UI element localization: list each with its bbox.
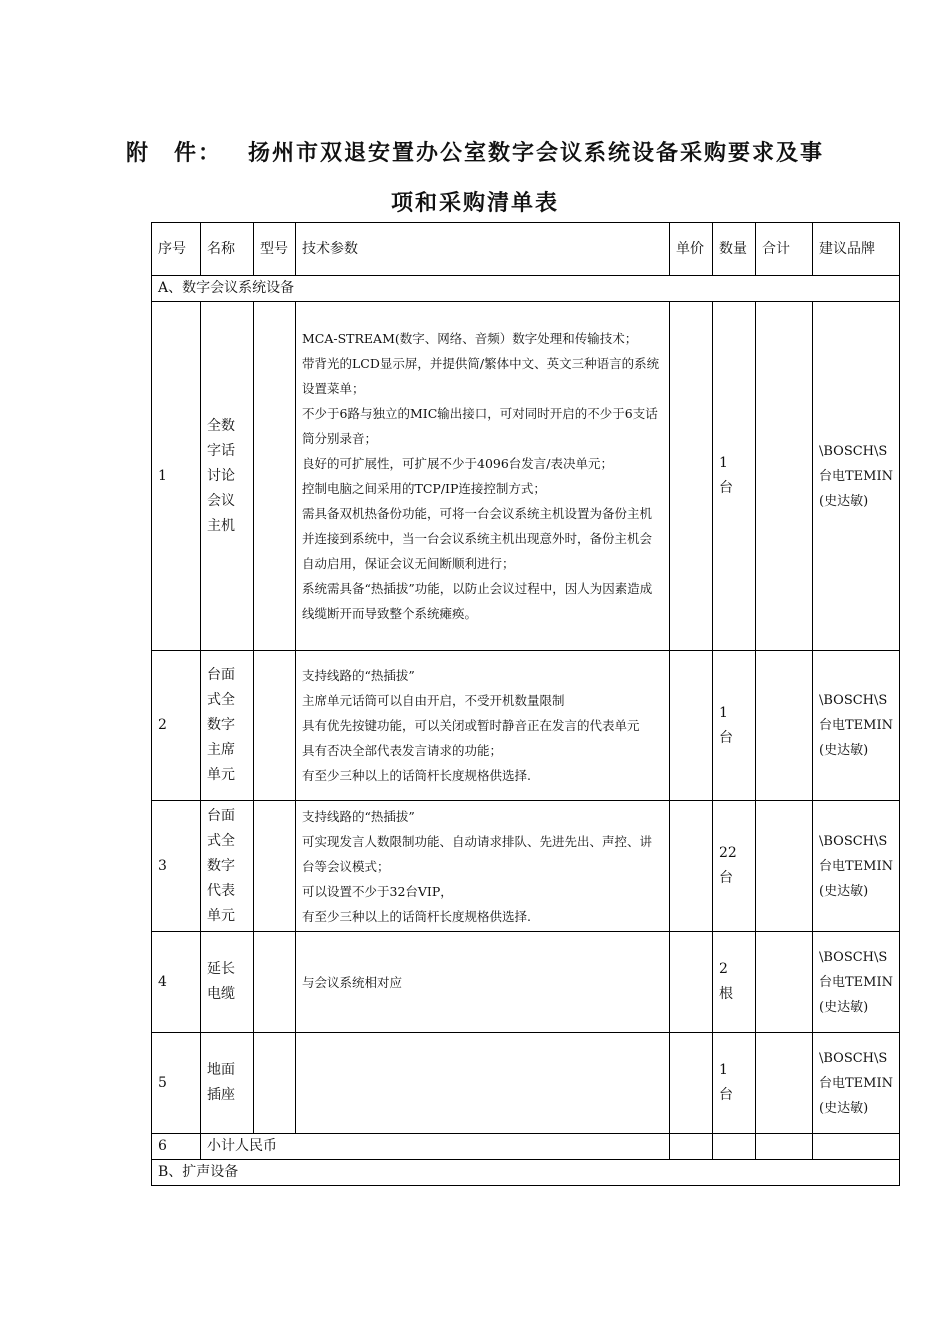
- row-spec: [296, 801, 670, 932]
- procurement-table: [151, 222, 900, 1186]
- row-qty: [713, 302, 756, 651]
- row-no: [152, 651, 201, 801]
- spec-line: 系统需具备“热插拔”功能，以防止会议过程中，因人为因素造成线缆断开而导致整个系统瘫痪。: [302, 581, 653, 621]
- row-brand: [813, 651, 900, 801]
- row-no: [152, 932, 201, 1033]
- section-row-b: [152, 1160, 900, 1186]
- row-name-text: 地面插座: [207, 1062, 235, 1103]
- spec-line: 带背光的LCD显示屏，并提供简/繁体中文、英文三种语言的系统设置菜单；: [302, 356, 660, 396]
- subtotal-row: [152, 1134, 900, 1160]
- row-name-text: 全数字话讨论会议主机: [207, 417, 235, 534]
- header-qty: 数量: [713, 223, 756, 276]
- header-spec: 技术参数: [296, 223, 670, 276]
- subtotal-unit-price: [670, 1134, 713, 1160]
- spec-line: 具有优先按键功能，可以关闭或暂时静音正在发言的代表单元: [302, 718, 640, 733]
- row-brand: [813, 1033, 900, 1134]
- section-row-a: [152, 276, 900, 302]
- row-name: [201, 651, 254, 801]
- row-qty-text: 1台: [719, 1062, 733, 1103]
- row-no-text: 2: [158, 717, 167, 733]
- table-row: [152, 651, 900, 801]
- row-name-text: 台面式全数字代表单元: [207, 807, 235, 924]
- row-qty: [713, 651, 756, 801]
- row-spec: [296, 651, 670, 801]
- row-spec: [296, 932, 670, 1033]
- header-model: 型号: [254, 223, 296, 276]
- spec-line: 与会议系统相对应: [302, 974, 403, 990]
- subtotal-label: 小计人民币: [201, 1134, 670, 1160]
- spec-line: 主席单元话筒可以自由开启，不受开机数量限制: [302, 693, 565, 708]
- row-name: [201, 932, 254, 1033]
- row-unit-price: [670, 801, 713, 932]
- row-model: [254, 1033, 296, 1134]
- row-no-text: 4: [158, 973, 167, 990]
- row-unit-price: [670, 932, 713, 1033]
- row-brand: [813, 932, 900, 1033]
- header-total: 合计: [756, 223, 813, 276]
- spec-line: 可以设置不少于32台VIP，: [302, 883, 453, 899]
- subtotal-total: [756, 1134, 813, 1160]
- row-total: [756, 932, 813, 1033]
- row-no: [152, 801, 201, 932]
- row-qty-text: 1台: [719, 704, 733, 746]
- row-model: [254, 801, 296, 932]
- document-title-line2: 项和采购清单表: [390, 190, 559, 216]
- document-title-line1: [0, 136, 950, 167]
- spec-line: 可实现发言人数限制功能、自动请求排队、先进先出、声控、讲台等会议模式；: [302, 833, 653, 874]
- row-spec: [296, 302, 670, 651]
- row-brand-text: \BOSCH\S台电TEMIN(史达敏): [819, 693, 893, 758]
- row-name-text: 台面式全数字主席单元: [207, 667, 235, 783]
- row-name: [201, 302, 254, 651]
- subtotal-qty: [713, 1134, 756, 1160]
- header-brand: 建议品牌: [813, 223, 900, 276]
- spec-line: 支持线路的“热插拔”: [302, 668, 415, 683]
- row-brand: [813, 801, 900, 932]
- spec-line: 支持线路的“热插拔”: [302, 808, 415, 824]
- header-no: 序号: [152, 223, 201, 276]
- spec-line: 控制电脑之间采用的TCP/IP连接控制方式；: [302, 481, 546, 496]
- row-name: [201, 1033, 254, 1134]
- subtotal-no: 6: [152, 1134, 201, 1160]
- title-prefix: 附 件：: [125, 140, 222, 166]
- row-qty-text: 1台: [719, 455, 733, 496]
- table-row: [152, 932, 900, 1033]
- row-brand-text: \BOSCH\S台电TEMIN(史达敏): [819, 833, 893, 899]
- row-model: [254, 932, 296, 1033]
- row-total: [756, 801, 813, 932]
- spec-line: MCA-STREAM(数字、网络、音频）数字处理和传输技术；: [302, 331, 638, 346]
- row-no-text: 5: [158, 1074, 167, 1091]
- row-spec: [296, 1033, 670, 1134]
- row-model: [254, 302, 296, 651]
- row-qty: [713, 801, 756, 932]
- header-row: [152, 223, 900, 276]
- row-brand-text: \BOSCH\S台电TEMIN(史达敏): [819, 949, 893, 1015]
- header-name: 名称: [201, 223, 254, 276]
- table-row: [152, 302, 900, 651]
- row-qty-text: 22台: [719, 845, 737, 886]
- spec-line: 有至少三种以上的话筒杆长度规格供选择.: [302, 768, 531, 783]
- row-unit-price: [670, 651, 713, 801]
- row-no-text: 3: [158, 857, 167, 874]
- row-brand-text: \BOSCH\S台电TEMIN(史达敏): [819, 443, 893, 509]
- row-model: [254, 651, 296, 801]
- row-qty: [713, 932, 756, 1033]
- spec-line: 良好的可扩展性，可扩展不少于4096台发言/表决单元；: [302, 456, 614, 471]
- table-row: [152, 1033, 900, 1134]
- spec-line: 需具备双机热备份功能，可将一台会议系统主机设置为备份主机并连接到系统中，当一台会议系统主机出现意外时，备份主机会自动启用，保证会议无间断顺利进行；: [302, 506, 653, 571]
- row-name-text: 延长电缆: [207, 961, 235, 1002]
- section-b-label: B、扩声设备: [152, 1160, 900, 1186]
- row-total: [756, 651, 813, 801]
- header-unit-price: 单价: [670, 223, 713, 276]
- row-no: [152, 302, 201, 651]
- row-qty: [713, 1033, 756, 1134]
- row-no-text: 1: [158, 467, 167, 484]
- row-brand: [813, 302, 900, 651]
- row-brand-text: \BOSCH\S台电TEMIN(史达敏): [819, 1050, 893, 1116]
- row-no: [152, 1033, 201, 1134]
- title-main: 扬州市双退安置办公室数字会议系统设备采购要求及事: [248, 140, 825, 166]
- row-unit-price: [670, 302, 713, 651]
- spec-line: 不少于6路与独立的MIC输出接口，可对同时开启的不少于6支话筒分别录音；: [302, 406, 658, 446]
- row-name: [201, 801, 254, 932]
- section-a-label: A、数字会议系统设备: [152, 276, 900, 302]
- subtotal-brand: [813, 1134, 900, 1160]
- row-total: [756, 1033, 813, 1134]
- row-qty-text: 2根: [719, 961, 733, 1002]
- item-rows: [152, 302, 900, 1134]
- table-row: [152, 801, 900, 932]
- row-unit-price: [670, 1033, 713, 1134]
- spec-line: 具有否决全部代表发言请求的功能；: [302, 743, 503, 758]
- spec-line: 有至少三种以上的话筒杆长度规格供选择.: [302, 908, 531, 924]
- row-total: [756, 302, 813, 651]
